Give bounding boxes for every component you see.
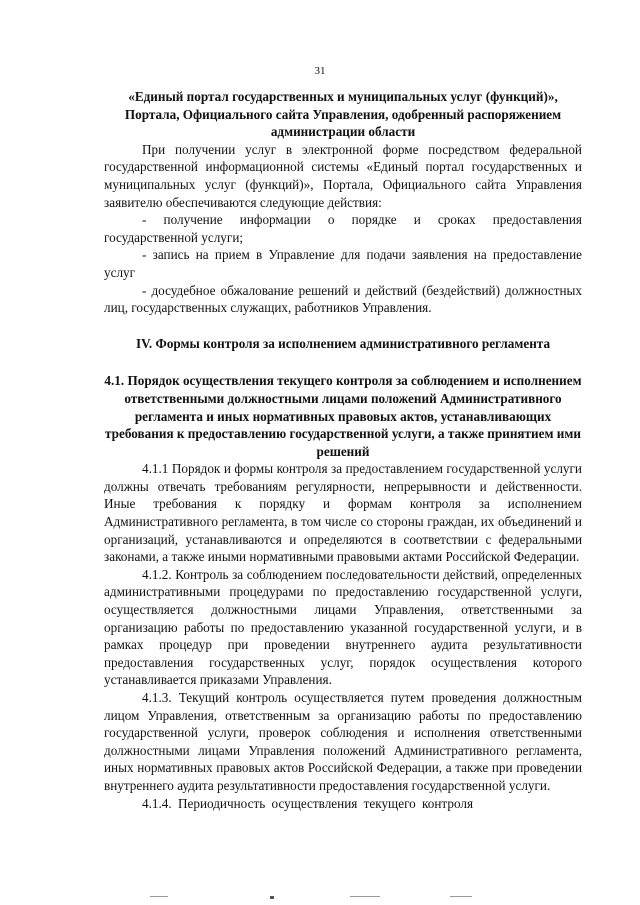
portal-heading: «Единый портал государственных и муниципальных услуг (функций)», Портала, Официального сайта Управления, одобренный распоряжением администрации области [124,89,562,140]
paragraph-4-1-4: 4.1.4. Периодичность осуществления текущего контроля [142,795,474,811]
scan-mark [270,896,274,899]
paragraph-4-1-1: 4.1.1 Порядок и формы контроля за предоставлением государственной услуги должны отвечать требованиям регулярности, непрерывности и действенности. Иные требования к порядку и формам контроля за исполнением Административного регламента, в том числе со стороны граждан, их объединений и организаций, устанавливаются и определяются в соответствии с федеральными законами, а также иными нормативными правовыми актами Российской Федерации. [104,461,582,565]
subsection-heading: 4.1. Порядок осуществления текущего контроля за соблюдением и исполнением ответственными должностными лицами положений Административного регламента и иных нормативных правовых актов, устанавливающих требования к предоставлению государственной услуги, а также принятием ими решений [104,373,582,459]
paragraph-4-1-3: 4.1.3. Текущий контроль осуществляется путем проведения должностным лицом Управления, ответственным за организацию работы по предоставлению государственной услуги, проверок соблюдения и исполнения ответственными должностными лицами Управления положений Административного регламента, иных нормативных правовых актов Российской Федерации, а также при проведении внутреннего аудита результативности предоставления государственной услуги. [104,690,582,793]
section-title: IV. Формы контроля за исполнением административного регламента [135,335,551,351]
scan-mark [450,896,472,897]
action-item: - получение информации о порядке и сроках предоставления государственной услуги; [104,212,582,245]
paragraph-4-1-2: 4.1.2. Контроль за соблюдением последовательности действий, определенных административными процедурами по предоставлению государственной услуги, осуществляется должностными лицами Управления, ответственными за организацию работы по предоставлению указанной государственной услуги, и в рамках процедур при проведении внутреннего аудита результативности предоставления государственных услуг, порядок осуществления которого устанавливается приказами Управления. [104,566,582,688]
action-item: - досудебное обжалование решений и действий (бездействий) должностных лиц, государственных служащих, работников Управления. [104,282,582,316]
page-content [104,88,582,812]
electronic-services-intro: При получении услуг в электронной форме посредством федеральной государственной информационной системы «Единый портал государственных и муниципальных услуг (функций)», Портала, Официального сайта Управления заявителю обеспечиваются следующие действия: [104,141,582,210]
scan-mark [350,896,380,897]
scan-artifacts [150,896,490,900]
scan-mark [150,896,168,897]
page-number: 31 [314,65,326,77]
action-item: - запись на прием в Управление для подачи заявления на предоставление услуг [104,247,582,280]
